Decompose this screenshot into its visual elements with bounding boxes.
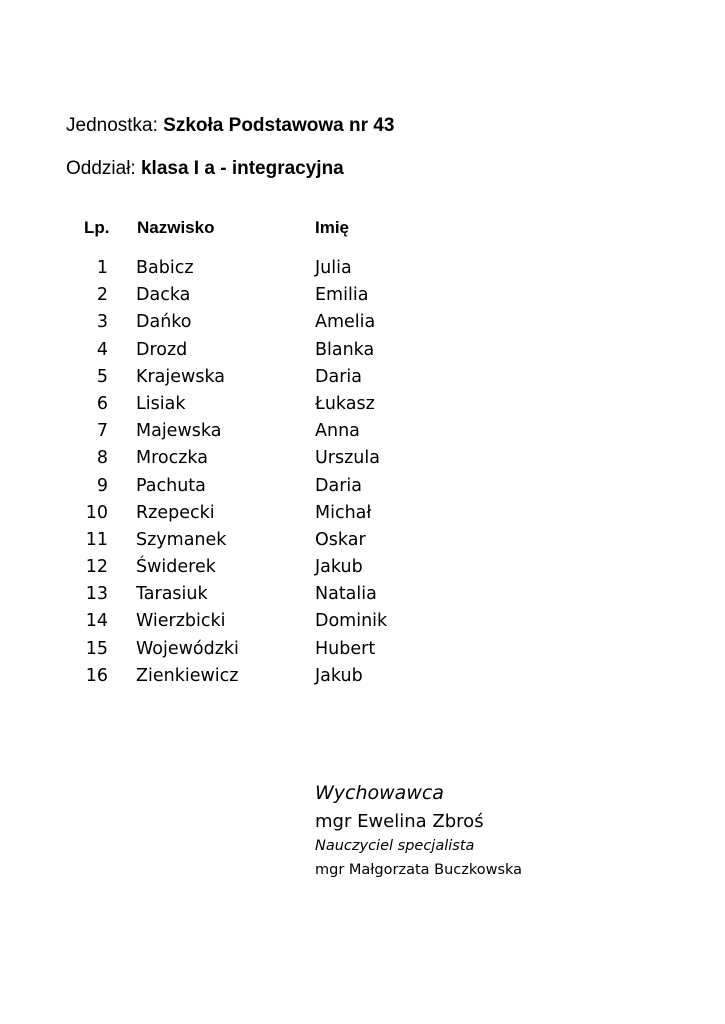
row-number: 5: [96, 366, 108, 387]
column-header-firstname: Imię: [315, 218, 350, 237]
row-firstname: Oskar: [315, 529, 366, 550]
row-surname: Świderek: [136, 557, 216, 578]
row-surname: Rzepecki: [136, 502, 215, 523]
row-number: 12: [85, 557, 108, 578]
row-surname: Dacka: [136, 285, 191, 306]
table-row: [0, 255, 725, 282]
row-number: 3: [96, 312, 108, 333]
table-row: [0, 581, 725, 608]
table-row: [0, 282, 725, 309]
row-number: 11: [85, 529, 108, 550]
table-row: [0, 364, 725, 391]
row-surname: Mroczka: [136, 448, 208, 469]
row-firstname: Łukasz: [315, 393, 375, 414]
row-number: 9: [96, 475, 108, 496]
row-number: 15: [85, 638, 108, 659]
row-surname: Drozd: [136, 339, 188, 360]
row-firstname: Hubert: [315, 638, 376, 659]
row-firstname: Daria: [315, 366, 362, 387]
specialist-teacher-name: mgr Małgorzata Buczkowska: [315, 862, 523, 878]
row-number: 10: [85, 502, 108, 523]
row-number: 13: [85, 584, 108, 605]
row-surname: Krajewska: [136, 366, 226, 387]
row-firstname: Daria: [315, 475, 362, 496]
row-firstname: Julia: [315, 258, 352, 278]
row-surname: Lisiak: [136, 393, 186, 414]
row-firstname: Urszula: [315, 448, 380, 469]
specialist-teacher-title: Nauczyciel specjalista: [315, 838, 475, 854]
row-surname: Wierzbicki: [136, 611, 226, 632]
row-number: 14: [85, 611, 108, 632]
row-firstname: Jakub: [315, 665, 363, 686]
row-number: 4: [96, 339, 108, 360]
row-surname: Dańko: [136, 312, 192, 333]
row-firstname: Amelia: [315, 312, 376, 333]
row-surname: Szymanek: [136, 529, 227, 550]
row-firstname: Natalia: [315, 584, 377, 605]
row-surname: Tarasiuk: [136, 584, 208, 605]
table-row: [0, 500, 725, 527]
table-row: [0, 309, 725, 336]
table-row: [0, 418, 725, 445]
row-firstname: Jakub: [315, 557, 363, 578]
student-list: [0, 255, 725, 690]
row-surname: Zienkiewicz: [136, 665, 239, 686]
table-row: [0, 473, 725, 500]
table-row: [0, 527, 725, 554]
homeroom-teacher-title: Wychowawca: [315, 782, 444, 804]
row-number: 6: [96, 393, 108, 414]
table-row: [0, 391, 725, 418]
row-number: 16: [85, 665, 108, 686]
table-row: [0, 636, 725, 663]
row-firstname: Blanka: [315, 339, 375, 360]
class-value: klasa I a - integracyjna: [140, 158, 344, 179]
unit-line: [66, 115, 394, 137]
row-firstname: Emilia: [315, 285, 369, 306]
column-header-surname: Nazwisko: [137, 218, 215, 237]
row-number: 8: [96, 448, 108, 469]
row-firstname: Dominik: [315, 611, 388, 632]
row-firstname: Michał: [315, 502, 372, 523]
unit-label: Jednostka:: [66, 115, 164, 136]
row-surname: Wojewódzki: [136, 638, 239, 659]
column-header-lp: Lp.: [84, 218, 110, 237]
table-row: [0, 608, 725, 635]
row-surname: Babicz: [136, 258, 194, 278]
row-number: 2: [96, 285, 108, 306]
class-line: [66, 158, 344, 180]
table-row: [0, 337, 725, 364]
table-row: [0, 663, 725, 690]
table-row: [0, 445, 725, 472]
table-row: [0, 554, 725, 581]
unit-value: Szkoła Podstawowa nr 43: [163, 115, 395, 136]
row-number: 7: [96, 421, 108, 442]
row-number: 1: [96, 258, 108, 278]
class-label: Oddział:: [66, 158, 141, 179]
homeroom-teacher-name: mgr Ewelina Zbroś: [315, 811, 484, 832]
row-firstname: Anna: [315, 421, 360, 442]
row-surname: Majewska: [136, 421, 222, 442]
row-surname: Pachuta: [136, 475, 206, 496]
